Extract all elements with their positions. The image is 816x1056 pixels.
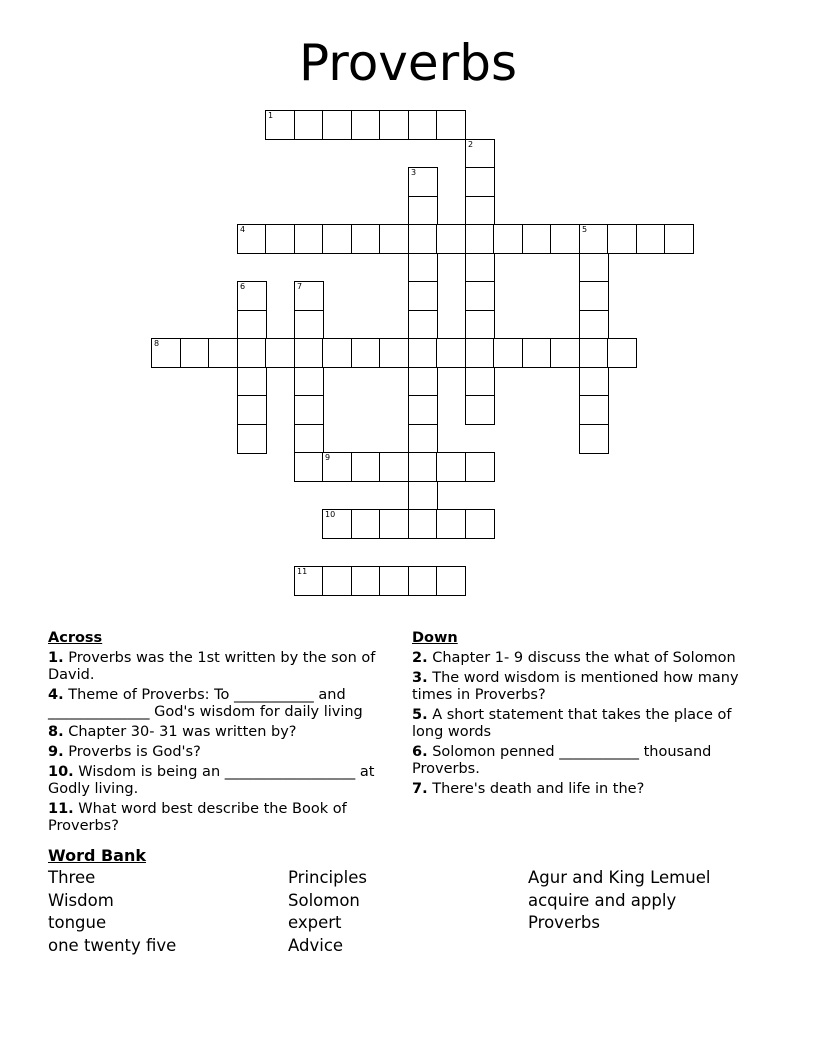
grid-cell[interactable]: [408, 367, 438, 397]
grid-cell[interactable]: [465, 395, 495, 425]
grid-cell[interactable]: [465, 167, 495, 197]
grid-cell[interactable]: [294, 110, 324, 140]
word-bank-entry: Agur and King Lemuel: [528, 868, 711, 887]
clue-number: 9: [325, 453, 331, 462]
clue-text: Chapter 1- 9 discuss the what of Solomon: [427, 650, 736, 666]
grid-cell[interactable]: [294, 281, 324, 311]
grid-cell[interactable]: [664, 224, 694, 254]
grid-cell[interactable]: [636, 224, 666, 254]
down-clue: [412, 744, 757, 778]
clue-text: Chapter 30- 31 was written by?: [63, 724, 297, 740]
clue-text: There's death and life in the?: [427, 781, 645, 797]
grid-cell[interactable]: [465, 224, 495, 254]
across-clue: [48, 687, 398, 721]
grid-cell[interactable]: [436, 338, 466, 368]
word-bank-entry: Advice: [288, 936, 344, 955]
clue-label: 3.: [412, 670, 428, 686]
across-clue: [48, 724, 398, 741]
word-bank-entry: Wisdom: [48, 891, 114, 910]
grid-cell[interactable]: [351, 224, 381, 254]
clue-text: Proverbs is God's?: [63, 744, 201, 760]
grid-cell[interactable]: [607, 224, 637, 254]
clue-text: Solomon penned ___________ thousand Proverbs.: [412, 744, 712, 777]
grid-cell[interactable]: [237, 367, 267, 397]
down-clue: [412, 670, 757, 704]
grid-cell[interactable]: [493, 224, 523, 254]
grid-cell[interactable]: [322, 224, 352, 254]
grid-cell[interactable]: [465, 253, 495, 283]
down-clue: [412, 781, 757, 798]
grid-cell[interactable]: [408, 224, 438, 254]
grid-cell[interactable]: [265, 338, 295, 368]
word-bank-entry: Three: [48, 868, 96, 887]
clue-label: 10.: [48, 764, 74, 780]
clue-label: 4.: [48, 687, 64, 703]
across-clue: [48, 650, 398, 684]
grid-cell[interactable]: [465, 509, 495, 539]
grid-cell[interactable]: [294, 424, 324, 454]
word-bank-entry: tongue: [48, 913, 107, 932]
grid-cell[interactable]: [579, 367, 609, 397]
clue-number: 6: [240, 282, 246, 291]
clue-number: 11: [297, 567, 308, 576]
grid-cell[interactable]: [351, 338, 381, 368]
down-clues: [412, 630, 757, 801]
grid-cell[interactable]: [550, 338, 580, 368]
word-bank-entry: Solomon: [288, 891, 360, 910]
word-bank-entry: expert: [288, 913, 342, 932]
clue-label: 6.: [412, 744, 428, 760]
grid-cell[interactable]: [379, 509, 409, 539]
across-heading: Across: [48, 630, 103, 646]
grid-cell[interactable]: [294, 452, 324, 482]
grid-cell[interactable]: [465, 281, 495, 311]
grid-cell[interactable]: [408, 424, 438, 454]
grid-cell[interactable]: [408, 281, 438, 311]
clue-number: 2: [468, 140, 474, 149]
across-clue: [48, 801, 398, 835]
grid-cell[interactable]: [465, 139, 495, 169]
down-clue: [412, 707, 757, 741]
grid-cell[interactable]: [322, 509, 352, 539]
clue-text: What word best describe the Book of Proverbs?: [48, 801, 347, 834]
grid-cell[interactable]: [180, 338, 210, 368]
grid-cell[interactable]: [322, 110, 352, 140]
grid-cell[interactable]: [294, 224, 324, 254]
grid-cell[interactable]: [408, 167, 438, 197]
word-bank-heading: Word Bank: [48, 846, 147, 865]
clue-label: 9.: [48, 744, 64, 760]
grid-cell[interactable]: [436, 224, 466, 254]
clue-text: The word wisdom is mentioned how many times in Proverbs?: [412, 670, 739, 703]
grid-cell[interactable]: [294, 367, 324, 397]
grid-cell[interactable]: [522, 338, 552, 368]
clue-text: Theme of Proverbs: To ___________ and ______________ God's wisdom for daily living: [48, 687, 363, 720]
grid-cell[interactable]: [351, 452, 381, 482]
word-bank-entry: Principles: [288, 868, 367, 887]
grid-cell[interactable]: [408, 253, 438, 283]
grid-cell[interactable]: [351, 110, 381, 140]
grid-cell[interactable]: [208, 338, 238, 368]
grid-cell[interactable]: [351, 566, 381, 596]
grid-cell[interactable]: [294, 310, 324, 340]
grid-cell[interactable]: [379, 110, 409, 140]
grid-cell[interactable]: [151, 338, 181, 368]
grid-cell[interactable]: [579, 424, 609, 454]
grid-cell[interactable]: [522, 224, 552, 254]
grid-cell[interactable]: [436, 509, 466, 539]
down-clue-list: [412, 650, 757, 798]
grid-cell[interactable]: [436, 566, 466, 596]
grid-cell[interactable]: [408, 110, 438, 140]
grid-cell[interactable]: [408, 481, 438, 511]
grid-cell[interactable]: [379, 224, 409, 254]
grid-cell[interactable]: [408, 338, 438, 368]
grid-cell[interactable]: [607, 338, 637, 368]
grid-cell[interactable]: [550, 224, 580, 254]
across-clue: [48, 764, 398, 798]
grid-cell[interactable]: [265, 224, 295, 254]
across-clues: [48, 630, 398, 838]
across-clue-list: [48, 650, 398, 835]
clue-number: 7: [297, 282, 303, 291]
grid-cell[interactable]: [579, 281, 609, 311]
grid-cell[interactable]: [465, 196, 495, 226]
grid-cell[interactable]: [436, 452, 466, 482]
clue-text: Proverbs was the 1st written by the son of David.: [48, 650, 376, 683]
grid-cell[interactable]: [579, 310, 609, 340]
grid-cell[interactable]: [408, 452, 438, 482]
grid-cell[interactable]: [465, 452, 495, 482]
word-bank-entry: one twenty five: [48, 936, 177, 955]
grid-cell[interactable]: [579, 395, 609, 425]
grid-cell[interactable]: [408, 395, 438, 425]
grid-cell[interactable]: [408, 509, 438, 539]
clue-number: 1: [268, 111, 274, 120]
clue-number: 4: [240, 225, 246, 234]
grid-cell[interactable]: [579, 338, 609, 368]
clue-label: 8.: [48, 724, 64, 740]
clue-label: 2.: [412, 650, 428, 666]
down-heading: Down: [412, 630, 458, 646]
grid-cell[interactable]: [408, 310, 438, 340]
clue-number: 10: [325, 510, 336, 519]
grid-cell[interactable]: [294, 338, 324, 368]
grid-cell[interactable]: [265, 110, 295, 140]
grid-cell[interactable]: [379, 452, 409, 482]
clue-number: 8: [154, 339, 160, 348]
clue-number: 3: [411, 168, 417, 177]
puzzle-title: Proverbs: [298, 34, 518, 92]
clue-number: 5: [582, 225, 588, 234]
word-bank-entry: acquire and apply: [528, 891, 677, 910]
across-clue: [48, 744, 398, 761]
grid-cell[interactable]: [294, 395, 324, 425]
grid-cell[interactable]: [579, 253, 609, 283]
clue-label: 11.: [48, 801, 74, 817]
grid-cell[interactable]: [465, 338, 495, 368]
grid-cell[interactable]: [379, 338, 409, 368]
grid-cell[interactable]: [351, 509, 381, 539]
grid-cell[interactable]: [408, 196, 438, 226]
clue-label: 5.: [412, 707, 428, 723]
grid-cell[interactable]: [322, 452, 352, 482]
grid-cell[interactable]: [408, 566, 438, 596]
grid-cell[interactable]: [465, 310, 495, 340]
grid-cell[interactable]: [237, 310, 267, 340]
grid-cell[interactable]: [379, 566, 409, 596]
clue-text: Wisdom is being an __________________ at Godly living.: [48, 764, 375, 797]
grid-cell[interactable]: [322, 338, 352, 368]
clue-label: 1.: [48, 650, 64, 666]
down-clue: [412, 650, 757, 667]
grid-cell[interactable]: [237, 395, 267, 425]
clue-text: A short statement that takes the place of long words: [412, 707, 732, 740]
grid-cell[interactable]: [436, 110, 466, 140]
grid-cell[interactable]: [465, 367, 495, 397]
grid-cell[interactable]: [322, 566, 352, 596]
grid-cell[interactable]: [237, 224, 267, 254]
clue-label: 7.: [412, 781, 428, 797]
grid-cell[interactable]: [237, 281, 267, 311]
word-bank-entry: Proverbs: [528, 913, 600, 932]
grid-cell[interactable]: [237, 424, 267, 454]
grid-cell[interactable]: [237, 338, 267, 368]
grid-cell[interactable]: [493, 338, 523, 368]
grid-cell[interactable]: [579, 224, 609, 254]
grid-cell[interactable]: [294, 566, 324, 596]
